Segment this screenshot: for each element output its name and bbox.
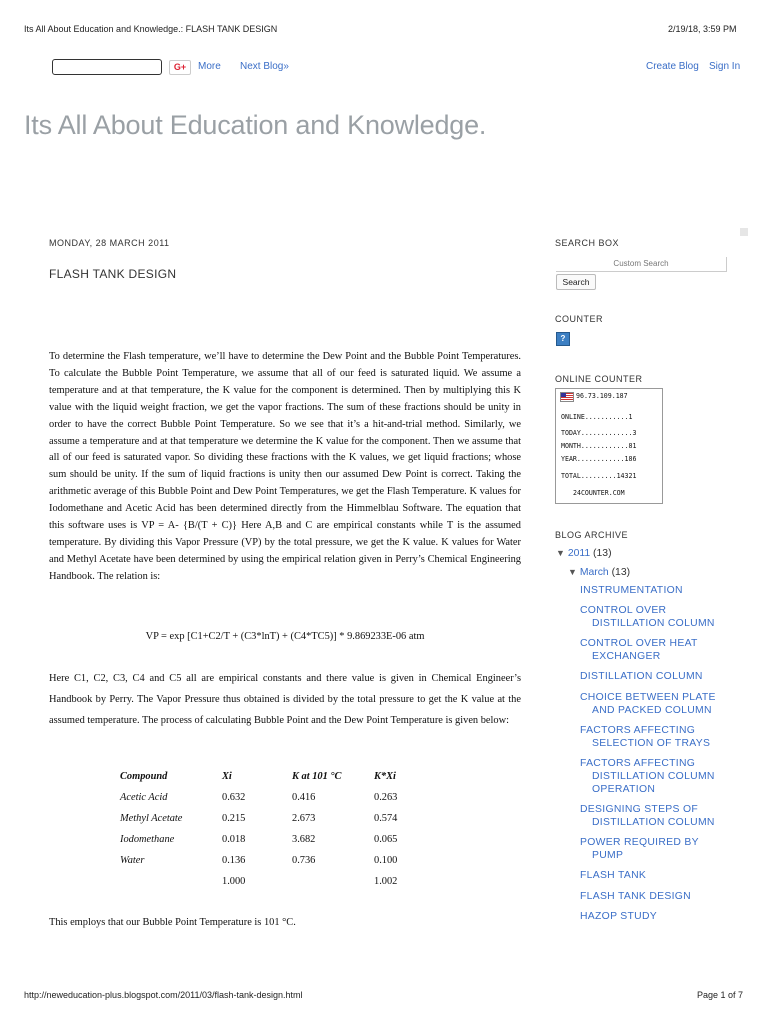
vapor-pressure-equation: VP = exp [C1+C2/T + (C3*lnT) + (C4*TC5)] * 9.869233E-06 atm [145,631,425,642]
visitor-ip: 96.73.109.187 [576,392,628,400]
archive-post-line[interactable]: HAZOP STUDY [580,911,658,922]
archive-post-line[interactable]: FLASH TANK DESIGN [580,891,691,902]
more-link[interactable]: More [198,61,221,72]
online-counter-widget[interactable] [555,388,663,504]
archive-post-link[interactable] [580,757,730,796]
table-cell: 2.673 [292,813,316,824]
today-count: TODAY.............3 [561,429,637,437]
table-cell: Acetic Acid [120,792,168,803]
table-cell: 3.682 [292,834,316,845]
search-box-header: SEARCH BOX [555,238,620,248]
custom-search-input[interactable]: Custom Search [556,257,727,272]
print-footer-url: http://neweducation-plus.blogspot.com/2011/03/flash-tank-design.html [24,990,303,1000]
archive-post-line[interactable]: INSTRUMENTATION [580,585,683,596]
table-cell: 0.736 [292,855,316,866]
table-cell: 0.018 [222,834,246,845]
table-row [120,829,424,850]
table-header-cell: Compound [120,771,168,782]
counter-header: COUNTER [555,314,603,324]
table-header-cell: Xi [222,771,232,782]
table-cell: Iodomethane [120,834,175,845]
table-cell: 0.065 [374,834,398,845]
archive-post-link[interactable] [580,803,730,829]
archive-post-line[interactable]: CHOICE BETWEEN PLATE [580,692,716,703]
table-cell: 1.000 [222,876,246,887]
blog-archive-header: BLOG ARCHIVE [555,530,629,540]
archive-post-line[interactable]: DESIGNING STEPS OF [580,804,698,815]
table-cell: 0.100 [374,855,398,866]
table-header-row [120,766,424,787]
post-title[interactable]: FLASH TANK DESIGN [49,267,177,281]
archive-post-line[interactable]: CONTROL OVER HEAT [580,638,698,649]
archive-post-line[interactable]: FACTORS AFFECTING [580,725,696,736]
triangle-down-icon[interactable]: ▼ [556,548,565,558]
table-cell [292,871,374,892]
table-cell: 0.136 [222,855,246,866]
archive-post-line[interactable]: CONTROL OVER [580,605,667,616]
print-header-title: Its All About Education and Knowledge.: FLASH TANK DESIGN [24,24,278,34]
archive-post-line[interactable]: DISTILLATION COLUMN [592,771,715,782]
scroll-grip[interactable] [740,228,748,236]
table-cell [120,871,222,892]
search-button[interactable]: Search [556,274,596,290]
archive-post-link[interactable] [580,691,730,717]
archive-post-link[interactable] [580,584,730,597]
next-blog-link[interactable]: Next Blog» [240,61,289,72]
table-cell: 1.002 [374,876,398,887]
post-paragraph-1: To determine the Flash temperature, we’ll have to determine the Dew Point and the Bubble Point Temperatures. To calculate the Bubble Point Temperature, we assume that all of our feed is saturated liquid. We assume a temperature and at that temperature, the K value for the component is determined. Then by multiplying this K value with the liquid weight fraction, we get the vapor fractions. The sum of these fractions should be unity in order to have the correct Bubble Point Temperature. So we see that it’s a hit-and-trial method. Similarly, we assume a temperature and at that temperature we determine the K value for the component. Then we assume that all of our feed is saturated vapor. So dividing these fractions with the K values, we get liquid fractions; whose sum should be unity. If the sum of liquid fractions is unity then our assumed Dew Point is correct. Taking the arithmetic average of this Bubble Point and Dew Point Temperatures, we get the Flash Temperature. K values for Iodomethane and Acetic Acid has been determined directly from the Himmelblau Software. The equation that this software uses is VP = A- {B/(T + C)} Here A,B and C are empirical constants while T is the assumed temperature. By dividing this Vapor Pressure (VP) by the total pressure, we get the K value. K values for Water and Methyl Acetate have been determined by using the empirical relation given in Perry’s Chemical Engineering Handbook. The relation is: [49,351,521,582]
table-row [120,808,424,829]
archive-post-line[interactable]: DISTILLATION COLUMN [592,817,715,828]
archive-month-label[interactable]: March [579,567,609,578]
archive-year-item[interactable] [556,548,612,559]
counter-badge-icon[interactable]: ? [556,332,570,346]
create-blog-link[interactable]: Create Blog [646,61,699,72]
sign-in-link[interactable]: Sign In [709,61,741,72]
table-cell: 0.574 [374,813,398,824]
total-count: TOTAL.........14321 [561,472,637,480]
counter-footer: 24COUNTER.COM [573,489,625,497]
archive-post-link[interactable] [580,890,730,903]
gplus-button[interactable]: G+ [169,60,191,75]
archive-post-line[interactable]: FLASH TANK [580,870,647,881]
triangle-down-icon[interactable]: ▼ [568,567,577,577]
table-cell: 0.263 [374,792,398,803]
table-header-cell: K*Xi [374,771,396,782]
navbar-search-input[interactable] [52,59,162,75]
table-cell: 0.416 [292,792,316,803]
archive-month-item[interactable] [568,567,630,578]
online-counter-header: ONLINE COUNTER [555,374,643,384]
table-row [120,850,424,871]
archive-post-line[interactable]: EXCHANGER [592,651,661,662]
archive-post-link[interactable] [580,604,730,630]
archive-post-line[interactable]: FACTORS AFFECTING [580,758,696,769]
online-count: ONLINE...........1 [561,413,633,421]
table-cell: 0.215 [222,813,246,824]
table-row [120,787,424,808]
archive-post-line[interactable]: SELECTION OF TRAYS [592,738,711,749]
table-cell: Water [120,855,145,866]
us-flag-icon [560,392,574,402]
archive-post-link[interactable] [580,670,730,683]
archive-post-line[interactable]: DISTILLATION COLUMN [592,618,715,629]
archive-year-label[interactable]: 2011 [567,548,591,559]
archive-post-link[interactable] [580,910,730,923]
archive-month-count: (13) [611,567,631,578]
archive-post-link[interactable] [580,836,730,862]
table-cell: Methyl Acetate [120,813,183,824]
month-count: MONTH............81 [561,442,637,450]
bubble-point-table [120,766,424,892]
table-total-row [120,871,424,892]
print-footer-page: Page 1 of 7 [697,990,744,1000]
blog-title[interactable]: Its All About Education and Knowledge. [24,110,487,140]
post-date: MONDAY, 28 MARCH 2011 [49,238,170,248]
table-header-cell: K at 101 °C [292,771,342,782]
archive-year-count: (13) [593,548,612,559]
archive-post-line[interactable]: POWER REQUIRED BY [580,837,699,848]
archive-post-link[interactable] [580,724,730,750]
year-count: YEAR............186 [561,455,637,463]
post-conclusion: This employs that our Bubble Point Temperature is 101 °C. [49,917,296,928]
archive-post-link[interactable] [580,637,730,663]
table-cell: 0.632 [222,792,246,803]
archive-post-line[interactable]: PUMP [592,850,624,861]
post-paragraph-2: Here C1, C2, C3, C4 and C5 all are empirical constants and there value is given in Chemical Engineer’s Handbook by Perry. The Vapor Pressure thus obtained is divided by the total pressure to get the K value at the assumed temperature. The process of calculating Bubble Point and the Dew Point Temperature is given below: [49,673,521,726]
archive-post-line[interactable]: OPERATION [592,784,656,795]
print-header-datetime: 2/19/18, 3:59 PM [668,24,737,34]
archive-post-line[interactable]: DISTILLATION COLUMN [580,671,703,682]
archive-post-link[interactable] [580,869,730,882]
archive-post-line[interactable]: AND PACKED COLUMN [592,705,712,716]
